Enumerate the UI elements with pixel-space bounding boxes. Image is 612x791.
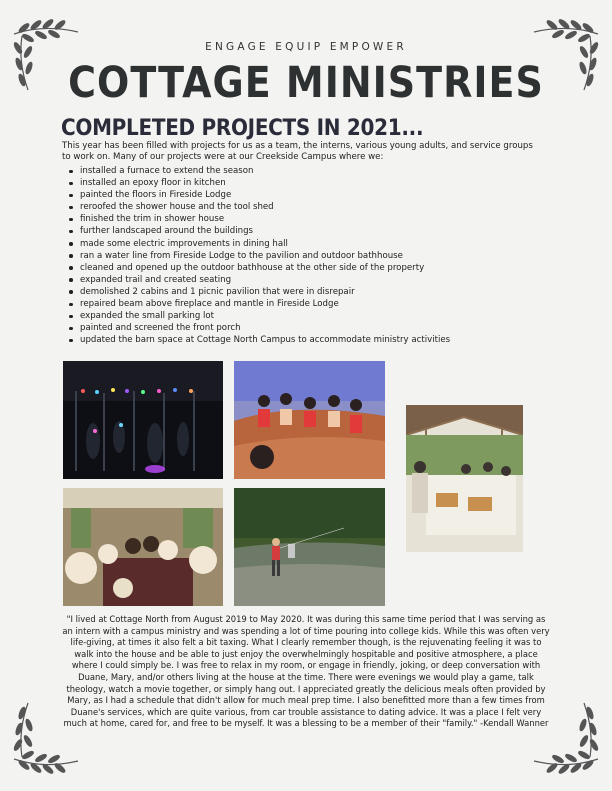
list-item: cleaned and opened up the outdoor bathhouse at the other side of the property	[66, 262, 546, 274]
tagline: ENGAGE EQUIP EMPOWER	[205, 41, 407, 53]
list-item: installed a furnace to extend the season	[66, 165, 546, 177]
list-item: ran a water line from Fireside Lodge to the pavilion and outdoor bathhouse	[66, 250, 546, 262]
list-item: finished the trim in shower house	[66, 213, 546, 225]
list-item: updated the barn space at Cottage North Campus to accommodate ministry activities	[66, 334, 546, 346]
list-item: reroofed the shower house and the tool shed	[66, 201, 546, 213]
creek-fishing-photo	[234, 488, 385, 606]
group-rocks-photo	[234, 361, 385, 479]
night-glow-photo	[63, 361, 223, 479]
dining-selfie-photo	[63, 488, 223, 606]
list-item: demolished 2 cabins and 1 picnic pavilion that were in disrepair	[66, 286, 546, 298]
list-item: expanded the small parking lot	[66, 310, 546, 322]
page-title: COTTAGE MINISTRIES	[68, 58, 544, 108]
pavilion-meal-photo	[406, 405, 523, 552]
projects-list	[66, 165, 546, 346]
section-title: COMPLETED PROJECTS IN 2021...	[61, 114, 424, 141]
intro-paragraph: This year has been filled with projects for us as a team, the interns, various young adults, and service groups to work on. Many of our projects were at our Creekside Campus where we:	[62, 141, 533, 163]
list-item: further landscaped around the buildings	[66, 225, 546, 237]
list-item: painted and screened the front porch	[66, 322, 546, 334]
list-item: installed an epoxy floor in kitchen	[66, 177, 546, 189]
list-item: expanded trail and created seating	[66, 274, 546, 286]
testimonial-quote: "I lived at Cottage North from August 2019 to May 2020. It was during this same time period that I was serving as an intern with a campus ministry and was spending a lot of time pouring into college kids. While this was often very life-giving, at times it also felt a bit taxing. What I clearly remember though, is the rejuvenating feeling it was to walk into the house and be able to just enjoy the overwhelmingly hospitable and positive atmosphere, a place where I could simply be. I was free to relax in my room, or engage in friendly, joking, or deep conversation with Duane, Mary, and/or others living at the house at the time. There were evenings we would play a game, talk theology, watch a movie together, or simply hang out. I appreciated greatly the delicious meals often provided by Mary, as I had a schedule that didn't allow for much meal prep time. I also benefitted more than a few times from Duane's services, which are quite various, from car trouble assistance to dating advice. It was a place I felt very much at home, cared for, and free to be myself. It was a blessing to be a member of their "family." -Kendall Wanner	[62, 614, 550, 729]
list-item: repaired beam above fireplace and mantle in Fireside Lodge	[66, 298, 546, 310]
list-item: made some electric improvements in dining hall	[66, 238, 546, 250]
list-item: painted the floors in Fireside Lodge	[66, 189, 546, 201]
